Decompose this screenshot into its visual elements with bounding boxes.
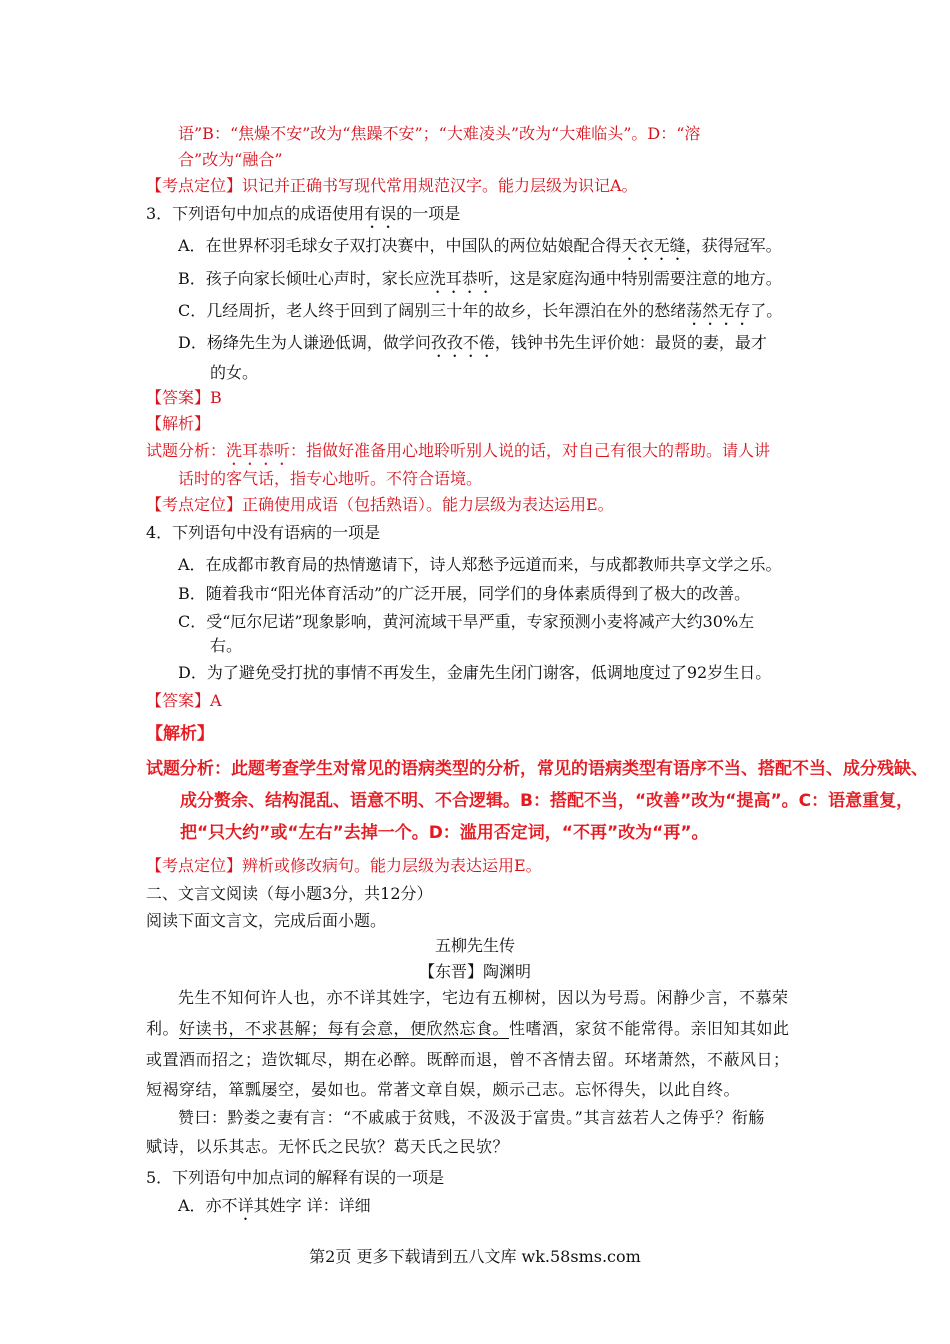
q4-kaodian: 【考点定位】辨析或修改病句。能力层级为表达运用E。 xyxy=(146,856,542,875)
q4-jiexi: 【解析】 xyxy=(146,724,214,744)
section2-title: 二、文言文阅读（每小题3分，共12分） xyxy=(146,884,433,903)
q3-option-a: A．在世界杯羽毛球女子双打决赛中，中国队的两位姑娘配合得天衣无缝，获得冠军。 xyxy=(178,236,782,255)
q3-analysis: 试题分析：洗耳恭听：指做好准备用心地聆听别人说的话，对自己有很大的帮助。请人讲 xyxy=(146,441,771,460)
essay-p1-line1: 先生不知何许人也，亦不详其姓字，宅边有五柳树，因以为号焉。闲静少言，不慕荣 xyxy=(178,988,789,1007)
q4-stem: 4．下列语句中没有语病的一项是 xyxy=(146,523,381,542)
q4-analysis-line3: 把“只大约”或“左右”去掉一个。D：滥用否定词，“不再”改为“再”。 xyxy=(180,823,709,843)
q4-option-d: D．为了避免受打扰的事情不再发生，金庸先生闭门谢客，低调地度过了92岁生日。 xyxy=(178,663,772,682)
essay-p2-line2: 赋诗，以乐其志。无怀氏之民欤？葛天氏之民欤？ xyxy=(146,1137,510,1156)
essay-p1-line2: 利。好读书，不求甚解；每有会意，便欣然忘食。性嗜酒，家贫不能常得。亲旧知其如此 xyxy=(146,1019,790,1038)
q5-option-a: A．亦不详其姓字 详：详细 xyxy=(178,1196,371,1215)
q4-option-a: A．在成都市教育局的热情邀请下，诗人郑愁予远道而来，与成都教师共享文学之乐。 xyxy=(178,555,782,574)
q4-analysis-line1: 试题分析：此题考查学生对常见的语病类型的分析，常见的语病类型有语序不当、搭配不当、成分残缺、 xyxy=(146,759,928,779)
essay-p2-line1: 赞曰：黔娄之妻有言：“不戚戚于贫贱，不汲汲于富贵。”其言兹若人之俦乎？衔觞 xyxy=(178,1108,765,1127)
underlined-sentence: 好读书，不求甚解；每有会意，便欣然忘食。 xyxy=(179,1019,510,1038)
prev-answer-line2: 合”改为“融合” xyxy=(178,150,283,169)
q3-option-c: C．几经周折，老人终于回到了阔别三十年的故乡，长年漂泊在外的愁绪荡然无存了。 xyxy=(178,301,783,320)
q3-jiexi: 【解析】 xyxy=(146,414,211,433)
q5-stem: 5．下列语句中加点词的解释有误的一项是 xyxy=(146,1168,445,1187)
q4-answer: 【答案】A xyxy=(146,691,222,710)
prev-answer-line1: 语”B：“焦燥不安”改为“焦躁不安”；“大难凌头”改为“大难临头”。D：“溶 xyxy=(178,124,701,143)
q3-kaodian: 【考点定位】正确使用成语（包括熟语）。能力层级为表达运用E。 xyxy=(146,495,614,514)
q3-option-d: D．杨绛先生为人谦逊低调，做学问孜孜不倦，钱钟书先生评价她：最贤的妻，最才 xyxy=(178,333,767,352)
page-footer: 第2页 更多下载请到五八文库 wk.58sms.com xyxy=(309,1247,641,1266)
q3-option-b: B．孩子向家长倾吐心声时，家长应洗耳恭听，这是家庭沟通中特别需要注意的地方。 xyxy=(178,269,782,288)
q4-analysis-line2: 成分赘余、结构混乱、语意不明、不合逻辑。B：搭配不当，“改善”改为“提高”。C：语意重复， xyxy=(180,791,914,811)
essay-p1-line4: 短褐穿结，箪瓢屡空，晏如也。常著文章自娱，颇示己志。忘怀得失，以此自终。 xyxy=(146,1080,741,1099)
q3-option-d-line2: 的女。 xyxy=(210,363,259,382)
essay-p1-line3: 或置酒而招之；造饮辄尽，期在必醉。既醉而退，曾不吝情去留。环堵萧然，不蔽风日； xyxy=(146,1050,790,1069)
q3-stem: 3．下列语句中加点的成语使用有误的一项是 xyxy=(146,204,461,223)
q4-option-c-line2: 右。 xyxy=(210,636,243,655)
q4-option-b: B．随着我市“阳光体育活动”的广泛开展，同学们的身体素质得到了极大的改善。 xyxy=(178,584,751,603)
prev-kaodian: 【考点定位】识记并正确书写现代常用规范汉字。能力层级为识记A。 xyxy=(146,176,638,195)
q3-analysis-line2: 话时的客气话，指专心地听。不符合语境。 xyxy=(178,469,483,488)
essay-author: 【东晋】陶渊明 xyxy=(418,962,531,981)
q4-option-c: C．受“厄尔尼诺”现象影响，黄河流域干旱严重，专家预测小麦将减产大约30%左 xyxy=(178,612,755,631)
q3-answer: 【答案】B xyxy=(146,388,222,407)
section2-instruction: 阅读下面文言文，完成后面小题。 xyxy=(146,911,387,930)
essay-title: 五柳先生传 xyxy=(434,936,515,955)
